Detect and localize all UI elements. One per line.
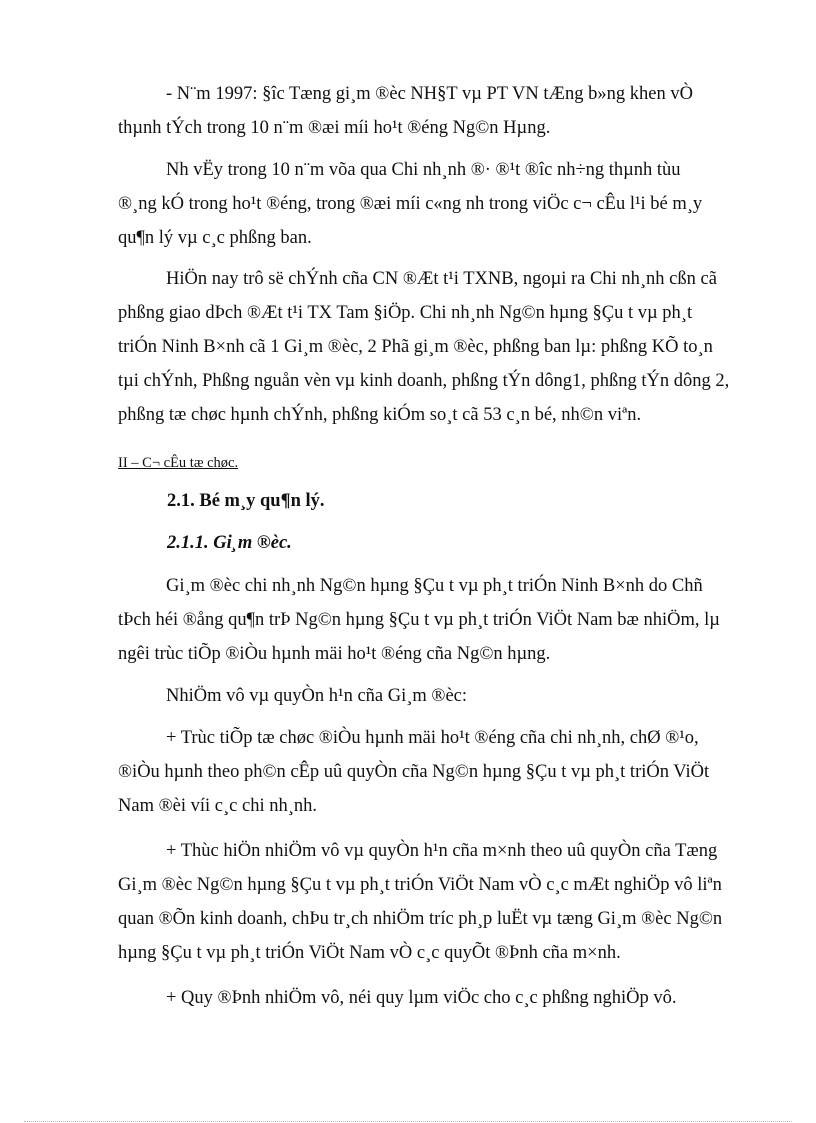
paragraph-award-1997 [118, 77, 742, 145]
text-line: ®¸ng kÓ trong ho¹t ®éng, trong ®æi míi c«ng nh trong viÖc c¬ cÊu l¹i bé m¸y [118, 194, 703, 214]
paragraph-duty-3 [118, 981, 742, 1015]
paragraph-duty-1 [118, 721, 742, 823]
text-line: Gi¸m ®èc Ng©n hµng §Çu t vµ ph¸t triÓn ViÖt Nam vÒ c¸c mÆt nghiÖp vô liªn [118, 875, 722, 895]
paragraph-duties-intro [118, 679, 742, 713]
page-divider [24, 1121, 792, 1122]
text-line: Nh vËy trong 10 n¨m võa qua Chi nh¸nh ®· ®¹t ®îc nh÷ng thµnh tùu [166, 160, 681, 180]
text-line: ®iÒu hµnh theo ph©n cÊp uû quyÒn cña Ng©n hµng §Çu t vµ ph¸t triÓn ViÖt [118, 762, 710, 782]
subsubsection-heading: 2.1.1. Gi¸m ®èc. [167, 533, 292, 553]
text-line: - N¨m 1997: §îc Tæng gi¸m ®èc NH§T vµ PT VN tÆng b»ng khen vÒ [166, 84, 693, 104]
paragraph-headquarters [118, 262, 742, 432]
text-line: tÞch héi ®ång qu¶n trÞ Ng©n hµng §Çu t vµ ph¸t triÓn ViÖt Nam bæ nhiÖm, lµ [118, 610, 720, 630]
text-line: NhiÖm vô vµ quyÒn h¹n cña Gi¸m ®èc: [166, 686, 468, 706]
paragraph-director-appointment [118, 569, 742, 671]
text-line: + Trùc tiÕp tæ chøc ®iÒu hµnh mäi ho¹t ®éng cña chi nh¸nh, chØ ®¹o, [166, 728, 699, 748]
section-heading: II – C¬ cÊu tæ chøc. [118, 455, 239, 471]
text-line: hµng §Çu t vµ ph¸t triÓn ViÖt Nam vÒ c¸c quyÕt ®Þnh cña m×nh. [118, 943, 621, 963]
text-line: phßng giao dÞch ®Æt t¹i TX Tam §iÖp. Chi nh¸nh Ng©n hµng §Çu t vµ ph¸t [118, 303, 693, 323]
paragraph-achievements [118, 153, 742, 255]
text-line: ngêi trùc tiÕp ®iÒu hµnh mäi ho¹t ®éng cña Ng©n hµng. [118, 644, 551, 664]
text-line: tµi chÝnh, Phßng nguån vèn vµ kinh doanh, phßng tÝn dông1, phßng tÝn dông 2, [118, 371, 730, 391]
text-line: triÓn Ninh B×nh cã 1 Gi¸m ®èc, 2 Phã gi¸m ®èc, phßng ban lµ: phßng KÕ to¸n [118, 337, 713, 357]
text-line: + Quy ®Þnh nhiÖm vô, néi quy lµm viÖc cho c¸c phßng nghiÖp vô. [166, 988, 677, 1008]
text-line: thµnh tÝch trong 10 n¨m ®æi míi ho¹t ®éng Ng©n Hµng. [118, 118, 551, 138]
text-line: HiÖn nay trô së chÝnh cña CN ®Æt t¹i TXNB, ngoµi ra Chi nh¸nh cßn cã [166, 269, 717, 289]
text-line: Gi¸m ®èc chi nh¸nh Ng©n hµng §Çu t vµ ph¸t triÓn Ninh B×nh do Chñ [166, 576, 703, 596]
text-line: quan ®Õn kinh doanh, chÞu tr¸ch nhiÖm tríc ph¸p luËt vµ tæng Gi¸m ®èc Ng©n [118, 909, 723, 929]
text-line: phßng tæ chøc hµnh chÝnh, phßng kiÓm so¸t cã 53 c¸n bé, nh©n viªn. [118, 405, 642, 425]
text-line: Nam ®èi víi c¸c chi nh¸nh. [118, 796, 317, 816]
subsection-heading: 2.1. Bé m¸y qu¶n lý. [167, 491, 325, 511]
paragraph-duty-2 [118, 834, 742, 970]
text-line: qu¶n lý vµ c¸c phßng ban. [118, 228, 312, 248]
text-line: + Thùc hiÖn nhiÖm vô vµ quyÒn h¹n cña m×nh theo uû quyÒn cña Tæng [166, 841, 718, 861]
